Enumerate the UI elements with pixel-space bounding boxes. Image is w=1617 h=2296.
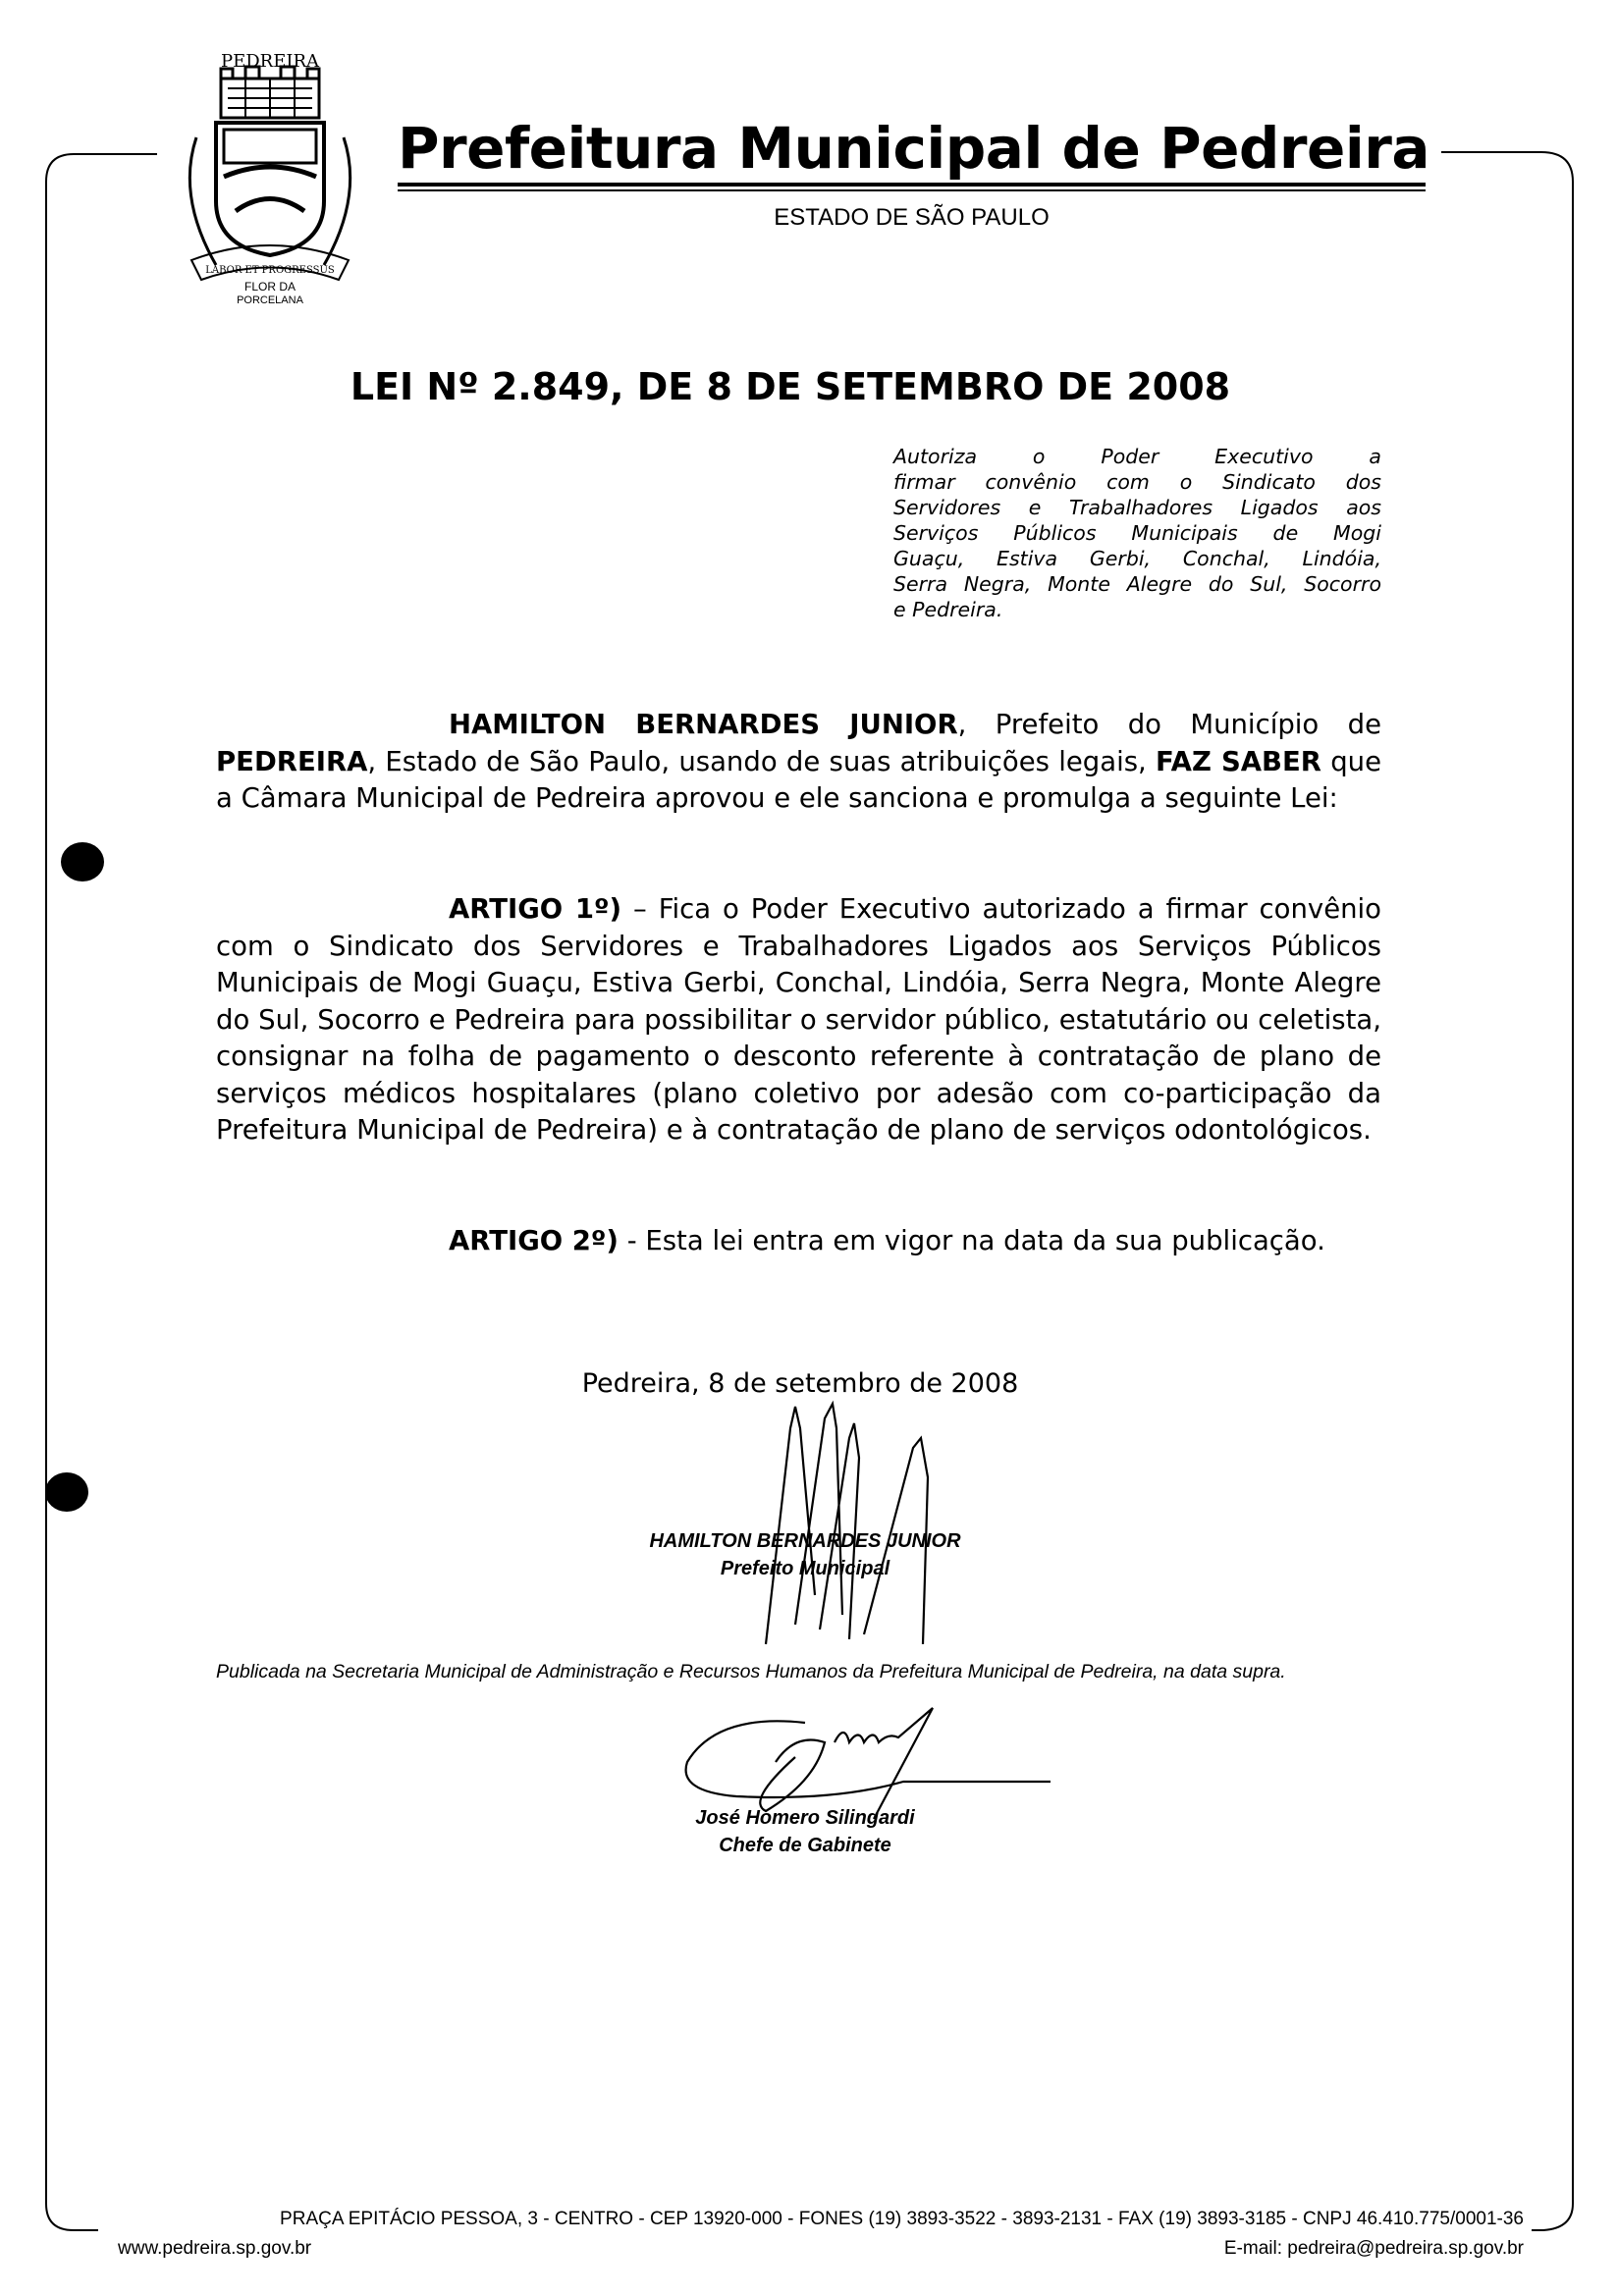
title-underline [398,183,1426,187]
punch-hole-mark [45,1472,88,1512]
publication-note: Publicada na Secretaria Municipal de Administração e Recursos Humanos da Prefeitura Municipal de Pedreira, na data supra. [216,1661,1286,1682]
svg-text:FLOR DA: FLOR DA [243,280,296,294]
article-1-text: – Fica o Poder Executivo autorizado a firmar convênio com o Sindicato dos Servidores e Trabalhadores Ligados aos Serviços Públicos Municipais de Mogi Guaçu, Estiva Gerbi, Conchal, Lindóia, Serra Negra, Monte Alegre do Sul, Socorro e Pedreira para possibilitar o servidor público, estatutário ou celetista, consignar na folha de pagamento o desconto referente à contratação de plano de serviços médicos hospitalares (plano coletivo por adesão com co-participação da Prefeitura Municipal de Pedreira) e à contratação de plano de serviços odontológicos. [216,893,1382,1146]
signatory-2-role: Chefe de Gabinete [719,1835,891,1856]
state-subtitle: ESTADO DE SÃO PAULO [774,204,1050,231]
footer-email: E-mail: pedreira@pedreira.sp.gov.br [1223,2238,1524,2259]
svg-text:LABOR ET PROGRESSUS: LABOR ET PROGRESSUS [205,265,335,276]
signatory-2-name: José Homero Silingardi [695,1807,915,1829]
law-title: LEI Nº 2.849, DE 8 DE SETEMBRO DE 2008 [350,365,1231,408]
faz-saber: FAZ SABER [1156,745,1321,777]
signatory-1-name: HAMILTON BERNARDES JUNIOR [649,1530,961,1552]
chief-of-staff-signature [677,1703,1070,1821]
city-name: PEDREIRA [216,745,368,777]
summary-line: Guaçu, Estiva Gerbi, Conchal, Lindóia, [893,547,1381,570]
preamble-text: que a Câmara Municipal de Pedreira aprovou e ele sanciona e promulga a seguinte Lei: [216,745,1382,814]
summary-line: e Pedreira. [893,598,1003,621]
summary-line: Servidores e Trabalhadores Ligados aos [893,496,1381,519]
article-2 [216,1223,1381,1260]
summary-line: firmar convênio com o Sindicato dos [893,470,1381,494]
title-underline-thin [398,189,1426,191]
preamble-text: , Prefeito do Município de [957,709,1382,740]
article-1 [216,891,1381,1149]
summary-line: Serra Negra, Monte Alegre do Sul, Socorro [893,572,1381,596]
article-2-label: ARTIGO 2º) [449,1225,619,1256]
footer-website: www.pedreira.sp.gov.br [118,2238,312,2259]
punch-hole-mark [61,842,104,881]
law-summary [893,444,1381,622]
mayor-name: HAMILTON BERNARDES JUNIOR [449,709,958,740]
preamble-text: , Estado de São Paulo, usando de suas atribuições legais, [367,745,1157,777]
mayor-signature [727,1399,982,1654]
svg-text:PEDREIRA: PEDREIRA [220,51,320,72]
date-line: Pedreira, 8 de setembro de 2008 [581,1368,1019,1399]
article-1-label: ARTIGO 1º) [449,893,622,925]
footer-address: PRAÇA EPITÁCIO PESSOA, 3 - CENTRO - CEP 13920-000 - FONES (19) 3893-3522 - 3893-2131 - FAX (19) 3893-3185 - CNPJ 46.410.775/0001-36 [280,2209,1524,2229]
summary-line: Serviços Públicos Municipais de Mogi [893,521,1381,545]
article-2-text: - Esta lei entra em vigor na data da sua publicação. [618,1225,1325,1256]
signatory-1-role: Prefeito Municipal [720,1558,890,1579]
preamble-paragraph [216,707,1381,818]
municipal-coat-of-arms-logo [167,39,373,304]
summary-line: Autoriza o Poder Executivo a [893,445,1381,468]
institution-title: Prefeitura Municipal de Pedreira [398,115,1429,182]
svg-text:PORCELANA: PORCELANA [237,294,303,304]
